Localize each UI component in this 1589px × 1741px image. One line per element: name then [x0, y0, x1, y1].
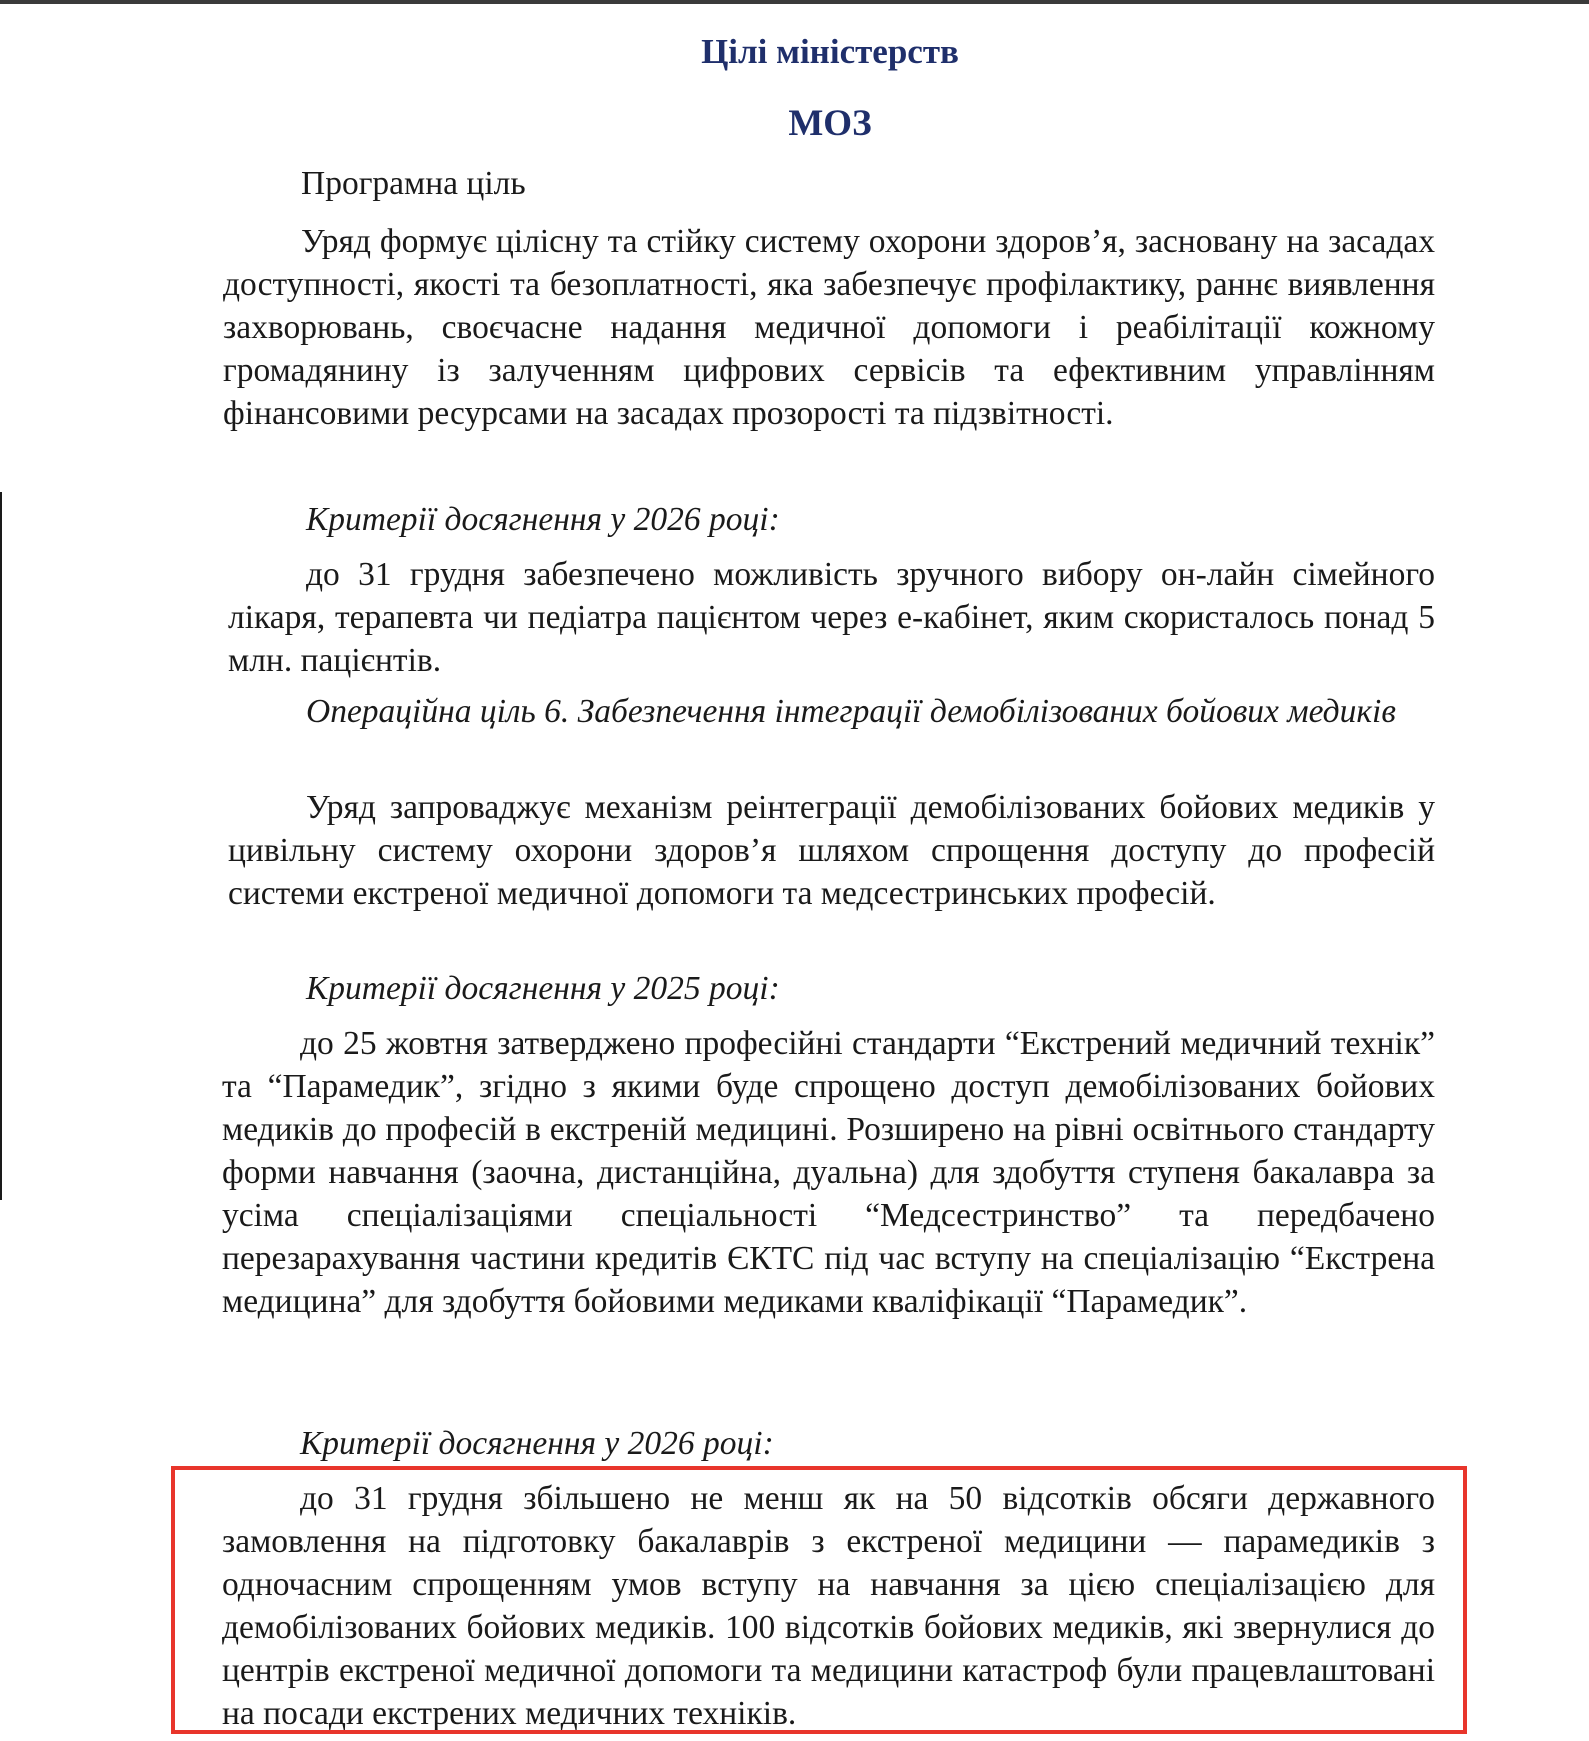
left-margin-line [0, 492, 2, 1200]
criteria-2026-a-text: до 31 грудня забезпечено можливість зручного вибору он-лайн сімейного лікаря, терапевта чи педіатра пацієнтом через е-кабінет, яким скористалось понад 5 млн. пацієнтів. [228, 556, 1435, 679]
operational-goal-6: Операційна ціль 6. Забезпечення інтеграції демобілізованих бойових медиків [306, 693, 1396, 730]
page-title: Цілі міністерств [701, 32, 959, 71]
criteria-2026-b-label: Критерії досягнення у 2026 році: [300, 1425, 774, 1462]
criteria-2025-label: Критерії досягнення у 2025 році: [306, 970, 780, 1007]
program-goal-label: Програмна ціль [301, 165, 526, 202]
criteria-2026-b-text: до 31 грудня збільшено не менш як на 50 відсотків обсяги державного замовлення на підготовку бакалаврів з екстреної медицини — парамедиків з одночасним спрощенням умов вступу на навчання за цією спеціалізацією для демобілізованих бойових медиків. 100 відсотків бойових медиків, які звернулися до центрів екстреної медичної допомоги та медицини катастроф були працевлаштовані на посади екстрених медичних техніків. [222, 1480, 1435, 1732]
criteria-2026-a-label: Критерії досягнення у 2026 році: [306, 501, 780, 538]
highlight-box [171, 1466, 1467, 1734]
operational-goal-6-text: Уряд запроваджує механізм реінтеграції демобілізованих бойових медиків у цивільну систему охорони здоров’я шляхом спрощення доступу до професій системи екстреної медичної допомоги та медсестринських професій. [228, 789, 1435, 912]
criteria-2025-text: до 25 жовтня затверджено професійні стандарти “Екстрений медичний технік” та “Парамедик”, згідно з якими буде спрощено доступ демобілізованих бойових медиків до професій в екстреній медицині. Розширено на рівні освітнього стандарту форми навчання (заочна, дистанційна, дуальна) для здобуття ступеня бакалавра за усіма спеціалізаціями спеціальності “Медсестринство” та передбачено перезарахування частини кредитів ЄКТС під час вступу на спеціалізацію “Екстрена медицина” для здобуття бойовими медиками кваліфікації “Парамедик”. [222, 1025, 1435, 1320]
top-border-line [0, 0, 1589, 4]
program-goal-text: Уряд формує цілісну та стійку систему охорони здоров’я, засновану на засадах доступності, якості та безоплатності, яка забезпечує профілактику, раннє виявлення захворювань, своєчасне надання медичної допомоги і реабілітації кожному громадянину із залученням цифрових сервісів та ефективним управлінням фінансовими ресурсами на засадах прозорості та підзвітності. [223, 223, 1435, 432]
ministry-heading: МОЗ [788, 103, 872, 144]
